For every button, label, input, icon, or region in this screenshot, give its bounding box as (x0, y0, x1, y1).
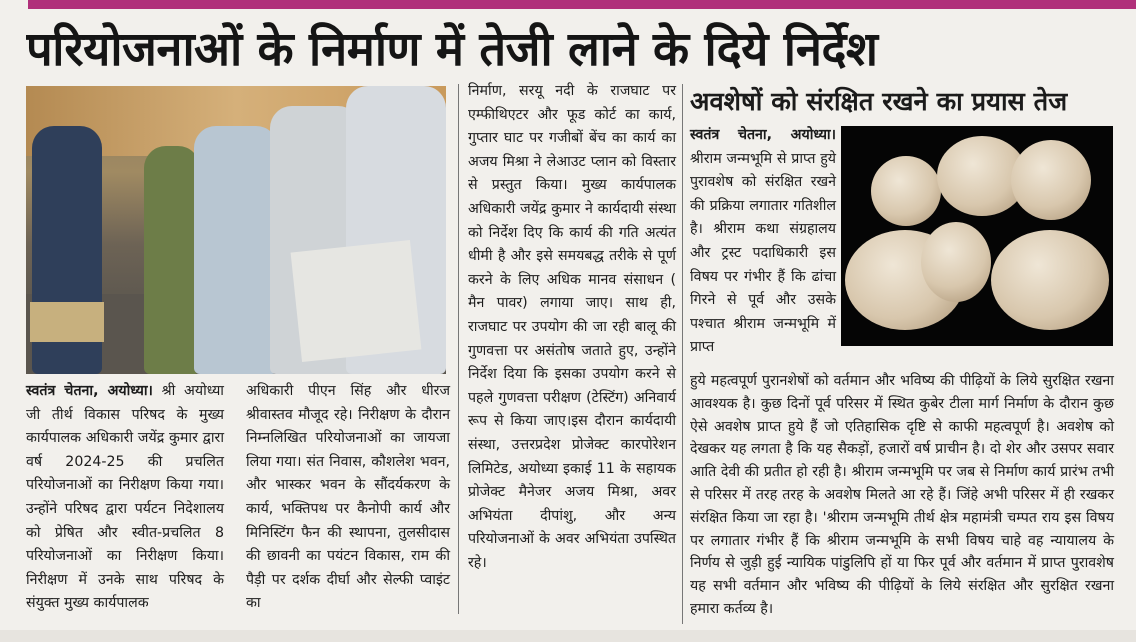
photo-person (144, 146, 200, 374)
article1-col1-text: श्री अयोध्या जी तीर्थ विकास परिषद के मुख्य कार्यपालक अधिकारी जयेंद्र कुमार द्वारा वर्ष 2024-25 की प्रचलित परियोजनाओं का निरीक्षण किया गया। उन्होंने परिषद द्वारा पर्यटन निदेशालय को प्रेषित और स्वीत-प्रचलित 8 परियोजनाओं का निरीक्षण किया। निरीक्षण में उनके साथ परिषद के संयुक्त मुख्य कार्यपालक (26, 383, 224, 612)
inspection-photo (26, 86, 446, 374)
article1-dateline: स्वतंत्र चेतना, अयोध्या। (26, 383, 153, 399)
artifact-photo (841, 126, 1113, 346)
next-article-strip (0, 630, 1136, 642)
article1-column-3 (468, 80, 676, 575)
article1-col2-text: अधिकारी पीएन सिंह और धीरज श्रीवास्तव मौजूद रहे। निरीक्षण के दौरान निम्नलिखित परियोजनाओं का जायजा लिया गया। संत निवास, कौशलेश भवन, और भास्कर भवन के सौंदर्यकरण के कार्य, भक्तिपथ पर कैनोपी कार्य और मिनिस्टिंग फैन की स्थापना, तुलसीदास की छावनी का पयंटन विकास, राम की पैड़ी पर दर्शक दीर्घा और सेल्फी प्वाइंट का (246, 383, 450, 612)
photo-layout-plan-sheet (291, 240, 422, 362)
column-divider (682, 84, 683, 624)
top-color-strip (28, 0, 1136, 9)
column-divider (458, 84, 459, 614)
photo-person (194, 126, 278, 374)
artifact-stone (871, 156, 941, 226)
main-headline: परियोजनाओं के निर्माण में तेजी लाने के दिये निर्देश (26, 22, 878, 77)
article2-wide-column (690, 370, 1114, 621)
second-headline: अवशेषों को संरक्षित रखने का प्रयास तेज (690, 87, 1068, 117)
article2-narrow-column (690, 124, 836, 360)
artifact-stone (921, 222, 991, 302)
page-edge-column (1126, 200, 1136, 630)
article1-col3-text: निर्माण, सरयू नदी के राजघाट पर एम्फीथिएटर और फूड कोर्ट का कार्य, गुप्तार घाट पर गजीबों बेंच का कार्य का अजय मिश्रा ने लेआउट प्लान को विस्तार से प्रस्तुत किया। मुख्य कार्यपालक अधिकारी जयेंद्र कुमार ने कार्यदायी संस्था को निर्देश दिए कि कार्य की गति अत्यंत धीमी है और इसे समयबद्ध तरीके से पूर्ण करने के लिए अधिक मानव संसाधन ( मैन पावर) लगाया जाए। साथ ही, राजघाट पर उपयोग की जा रही बालू की गुणवत्ता पर असंतोष जताते हुए, उन्होंने निर्देश दिया कि इसका उपयोग करने से पहले गुणवत्ता परीक्षण (टेस्टिंग) अनिवार्य रूप से किया जाए।इस दौरान कार्यदायी संस्था, उत्तरप्रदेश प्रोजेक्ट कारपोरेशन लिमिटेड, अयोध्या इकाई 11 के सहायक प्रोजेक्ट मैनेजर अजय मिश्रा, अवर अभियंता दीपांशु, और अन्य परियोजनाओं के अवर अभियंता उपस्थित रहे। (468, 83, 676, 571)
article2-narrow-text: श्रीराम जन्मभूमि से प्राप्त हुये पुरावशेष को संरक्षित रखने की प्रक्रिया लगातार गतिशील है। श्रीराम कथा संग्रहालय और ट्रस्ट पदाधिकारी इस विषय पर गंभीर हैं कि ढांचा गिरने से पूर्व और उसके पश्चात श्रीराम जन्मभूमि में प्राप्त (690, 150, 836, 356)
article2-dateline: स्वतंत्र चेतना, अयोध्या। (690, 127, 836, 143)
article2-wide-text: हुये महत्वपूर्ण पुरानशेषों को वर्तमान और भविष्य की पीढ़ियों के लिये सुरक्षित रखना आवश्यक है। कुछ दिनों पूर्व परिसर में स्थित कुबेर टीला मार्ग निर्माण के दौरान कुछ ऐसे अवशेष प्राप्त हुये हैं जो एतिहासिक दृष्टि से काफी महत्वपूर्ण है। अवशेष को देखकर यह लगता है कि यह सैकड़ों, हजारों वर्ष प्राचीन है। दो शेर और उसपर सवार आति देवी की प्रतीत हो रही है। श्रीराम जन्मभूमि पर जब से निर्माण कार्य प्रारंभ तभी से परिसर में तरह तरह के अवशेष मिलते आ रहे हैं। जिंहे अभी परिसर में ही रखकर संरक्षित किया जा रहा है। 'श्रीराम जन्मभूमि तीर्थ क्षेत्र महामंत्री चम्पत राय इस विषय पर लगातार गंभीर हैं कि श्रीराम जन्मभूमि के सभी विषय चाहे वह न्यायालय के निर्णय से जुड़ी हुई न्यायिक पांडुलिपि हों या फिर पूर्व और वर्तमान में प्राप्त पुरावशेष यह सभी वर्तमान और भविष्य की पीढ़ियों के लिये संरक्षित और सुरक्षित रखना हमारा कर्तव्य है। (690, 373, 1114, 617)
artifact-stone (991, 230, 1109, 330)
article1-column-2 (246, 380, 450, 616)
photo-file-folder (30, 302, 104, 342)
artifact-stone (1011, 140, 1091, 220)
article1-column-1 (26, 380, 224, 616)
